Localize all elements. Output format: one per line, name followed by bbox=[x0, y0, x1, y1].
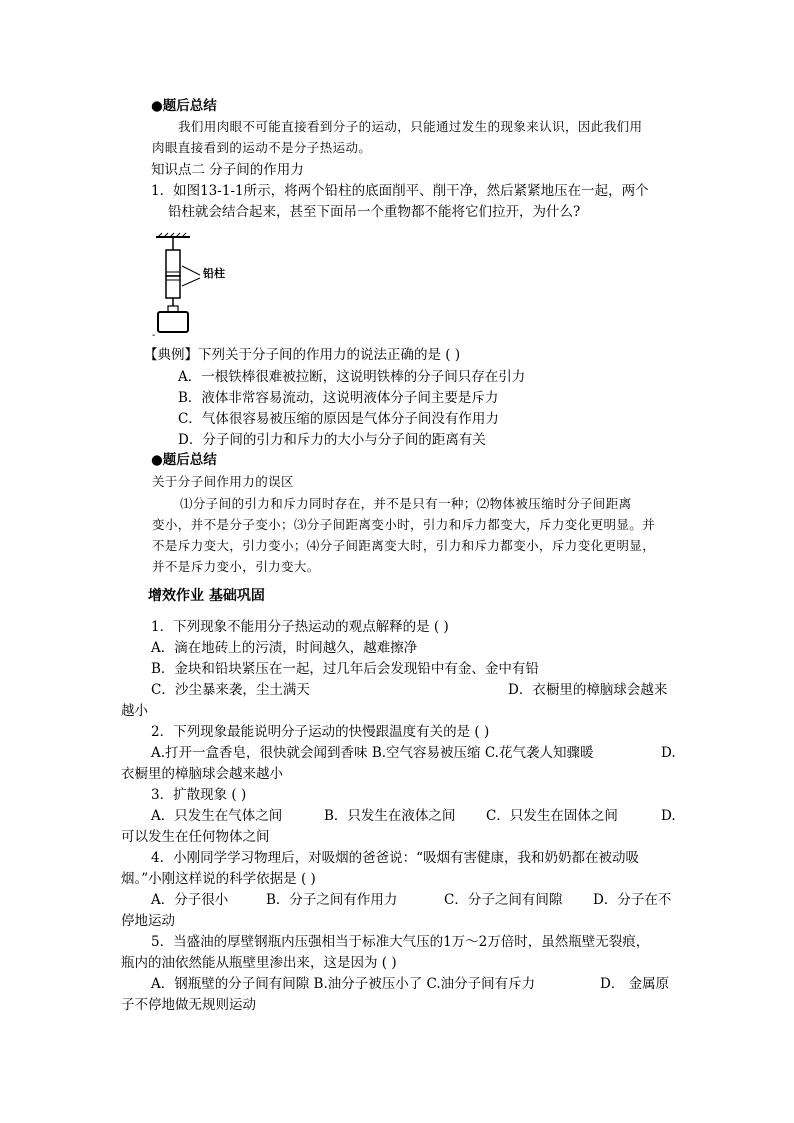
hw-q4-option-c: C．分子之间有间隙 bbox=[444, 892, 563, 908]
lead-cylinder-figure bbox=[154, 232, 244, 338]
summary2-line1: ⑴分子间的引力和斥力同时存在，并不是只有一种；⑵物体被压缩时分子间距离 bbox=[180, 496, 632, 511]
hw-q4-stem-line1: 4．小刚同学学习物理后，对吸烟的爸爸说：“吸烟有害健康，我和奶奶都在被动吸 bbox=[151, 850, 639, 866]
kp2-q1-line2: 铅柱就会结合起来，甚至下面吊一个重物都不能将它们拉开，为什么? bbox=[168, 204, 581, 220]
hw-q4-stem-line2: 烟。”小刚这样说的科学依据是 ( ) bbox=[121, 871, 316, 887]
hw-q1-option-c: C．沙尘暴来袭，尘土满天 bbox=[151, 682, 310, 698]
example-option-c: C．气体很容易被压缩的原因是气体分子间没有作用力 bbox=[178, 411, 499, 427]
hw-q4-option-d: D．分子在不 bbox=[593, 892, 672, 908]
hw-q4-option-b: B．分子之间有作用力 bbox=[266, 892, 398, 908]
hw-q5-options-line: A．钢瓶壁的分子间有间隙 B.油分子被压小了 C.油分子间有斥力 bbox=[151, 976, 536, 992]
hw-q3-option-b: B．只发生在液体之间 bbox=[324, 808, 456, 824]
hw-q2-options-line: A.打开一盒香皂，很快就会闻到香味 B.空气容易被压缩 C.花气袭人知骤暖 bbox=[151, 745, 594, 761]
hw-q1-option-d-cont: 越小 bbox=[121, 703, 148, 719]
hw-q3-stem: 3．扩散现象 ( ) bbox=[151, 787, 247, 803]
hw-q3-option-d-cont: 可以发生在任何物体之间 bbox=[121, 829, 270, 845]
hw-q3-option-c: C．只发生在固体之间 bbox=[486, 808, 618, 824]
summary2-heading: ●题后总结 bbox=[151, 452, 217, 468]
hw-q2-option-d: D. bbox=[661, 745, 676, 761]
example-option-b: B．液体非常容易流动，这说明液体分子间主要是斥力 bbox=[178, 390, 499, 406]
example-stem: 【典例】下列关于分子间的作用力的说法正确的是 ( ) bbox=[144, 347, 461, 363]
hw-q1-option-d: D．衣橱里的樟脑球会越来 bbox=[508, 682, 668, 698]
figure-mark: - bbox=[152, 330, 156, 341]
example-option-a: A．一根铁棒很难被拉断，这说明铁棒的分子间只存在引力 bbox=[178, 369, 526, 385]
homework-title: 增效作业 基础巩固 bbox=[148, 588, 265, 604]
kp2-title: 知识点二 分子间的作用力 bbox=[151, 162, 304, 178]
hw-q2-option-d-cont: 衣橱里的樟脑球会越来越小 bbox=[121, 766, 283, 782]
example-option-d: D．分子间的引力和斥力的大小与分子间的距离有关 bbox=[178, 432, 486, 448]
hw-q3-option-a: A．只发生在气体之间 bbox=[151, 808, 283, 824]
hw-q2-stem: 2．下列现象最能说明分子运动的快慢跟温度有关的是 ( ) bbox=[151, 724, 490, 740]
hw-q1-option-b: B．金块和铅块紧压在一起，过几年后会发现铅中有金、金中有铅 bbox=[151, 661, 539, 677]
summary1-line2: 肉眼直接看到的运动不是分子热运动。 bbox=[152, 140, 372, 155]
hw-q5-stem-line1: 5．当盛油的厚壁钢瓶内压强相当于标准大气压的1万～2万倍时，虽然瓶壁无裂痕， bbox=[151, 934, 650, 950]
summary2-line4: 并不是斥力变小，引力变大。 bbox=[152, 559, 320, 574]
hw-q5-option-d-cont: 子不停地做无规则运动 bbox=[121, 997, 256, 1013]
summary2-line2: 变小，并不是分子变小；⑶分子间距离变小时，引力和斥力都变大，斥力变化更明显。并 bbox=[152, 517, 656, 532]
hw-q5-stem-line2: 瓶内的油依然能从瓶壁里渗出来，这是因为 ( ) bbox=[121, 955, 397, 971]
summary1-heading: ●题后总结 bbox=[151, 98, 217, 114]
hw-q4-option-d-cont: 停地运动 bbox=[121, 913, 175, 929]
hw-q4-option-a: A．分子很小 bbox=[151, 892, 229, 908]
lead-cylinder-illustration bbox=[154, 232, 244, 338]
figure-label: 铅柱 bbox=[203, 267, 225, 280]
hw-q3-option-d: D. bbox=[661, 808, 676, 824]
hw-q1-option-a: A．滴在地砖上的污渍，时间越久，越难擦净 bbox=[151, 640, 418, 656]
summary2-subtitle: 关于分子间作用力的误区 bbox=[152, 474, 294, 489]
hw-q5-option-d: D． 金属原 bbox=[600, 976, 670, 992]
summary1-line1: 我们用肉眼不可能直接看到分子的运动，只能通过发生的现象来认识，因此我们用 bbox=[178, 119, 643, 134]
summary2-line3: 不是斥力变大，引力变小；⑷分子间距离变大时，引力和斥力都变小，斥力变化更明显， bbox=[152, 538, 656, 553]
kp2-q1-line1: 1．如图13-1-1所示，将两个铅柱的底面削平、削干净，然后紧紧地压在一起，两个 bbox=[151, 183, 649, 199]
hw-q1-stem: 1．下列现象不能用分子热运动的观点解释的是 ( ) bbox=[151, 619, 449, 635]
